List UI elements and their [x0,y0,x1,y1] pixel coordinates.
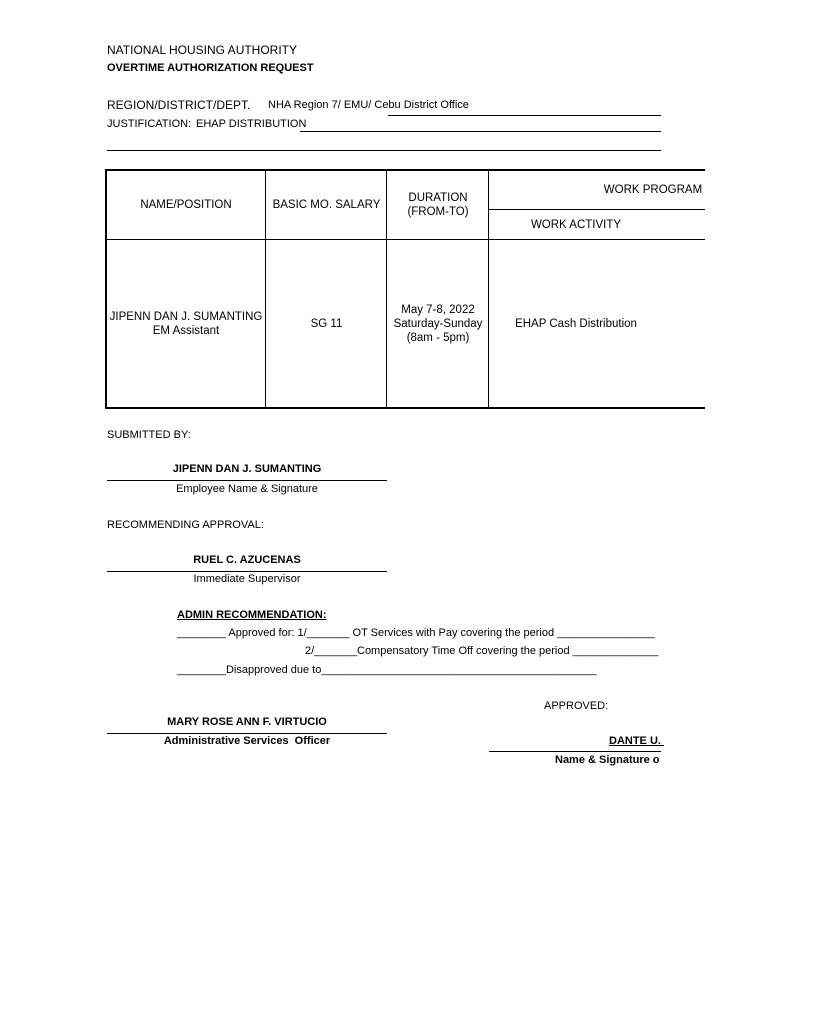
table-bottom-border [105,407,705,409]
cell-work-activity: EHAP Cash Distribution [515,318,637,330]
col-sep-1 [265,169,266,409]
admin-line-1: ________ Approved for: 1/_______ OT Services with Pay covering the period ________________ [177,627,656,639]
agency-name: NATIONAL HOUSING AUTHORITY [107,43,298,57]
admin-heading: ADMIN RECOMMENDATION: [177,609,327,621]
submitted-label: SUBMITTED BY: [107,429,191,441]
cell-salary: SG 11 [310,318,343,330]
submitted-caption: Employee Name & Signature [176,483,318,495]
header-work-program: WORK PROGRAM [603,184,703,196]
region-underline [388,115,661,116]
submitted-signature-line [107,480,387,481]
recommending-name: RUEL C. AZUCENAS [193,554,301,566]
overtime-table [105,169,705,409]
justification-extra-line [107,150,661,151]
recommending-signature-line [107,571,387,572]
cell-name-position: JIPENN DAN J. SUMANTING EM Assistant [109,311,263,337]
approved-label: APPROVED: [544,700,609,712]
approved-caption: Name & Signature o [555,754,660,766]
work-program-split [488,209,705,210]
cell-duration: May 7-8, 2022 Saturday-Sunday (8am - 5pm) [393,304,483,344]
admin-officer-name: MARY ROSE ANN F. VIRTUCIO [167,716,327,728]
justification-value: EHAP DISTRIBUTION [196,118,307,130]
col-sep-3 [488,169,489,409]
admin-line-3: ________Disapproved due to_____________________________________________ [177,664,597,676]
recommending-caption: Immediate Supervisor [193,573,301,585]
region-label: REGION/DISTRICT/DEPT. [107,98,251,112]
approved-signature-line [489,751,661,752]
header-duration: DURATION (FROM-TO) [407,192,469,218]
header-work-activity: WORK ACTIVITY [530,219,622,231]
col-sep-2 [386,169,387,409]
header-row-border [105,239,705,240]
admin-officer-title: Administrative Services Officer [163,735,331,747]
form-title: OVERTIME AUTHORIZATION REQUEST [107,62,314,74]
justification-underline [300,131,661,132]
approved-name: DANTE U. [609,735,664,747]
admin-line-2: 2/_______Compensatory Time Off covering the period ______________ [305,645,659,657]
recommending-label: RECOMMENDING APPROVAL: [107,519,264,531]
submitted-name: JIPENN DAN J. SUMANTING [172,463,322,475]
header-name-position: NAME/POSITION [140,199,232,211]
region-value: NHA Region 7/ EMU/ Cebu District Office [268,99,469,111]
justification-label: JUSTIFICATION: [107,118,192,130]
header-basic-salary: BASIC MO. SALARY [272,199,381,211]
admin-officer-signature-line [107,733,387,734]
